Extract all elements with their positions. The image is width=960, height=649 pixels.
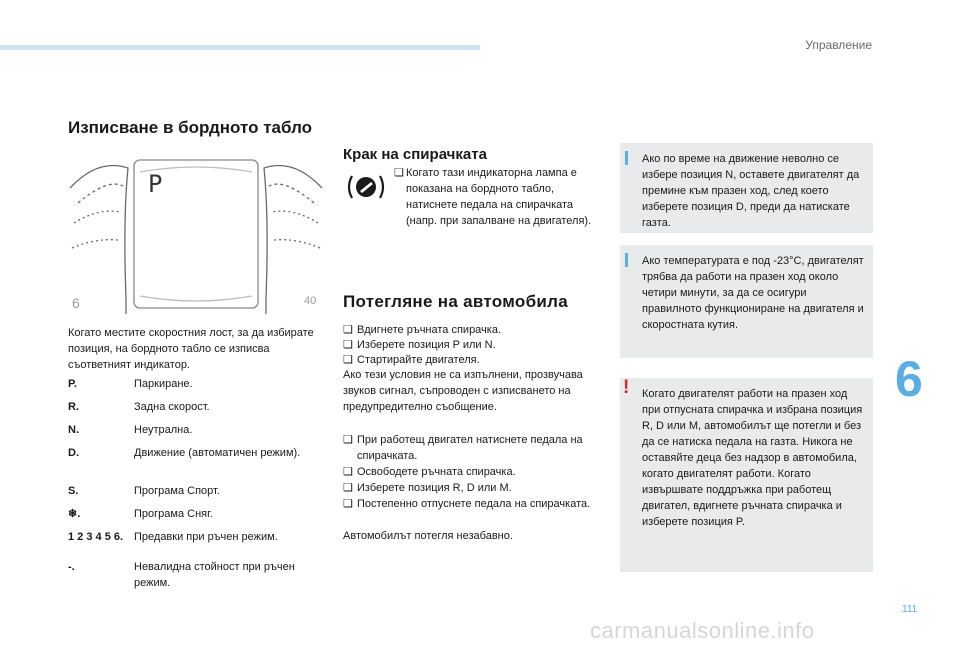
brake-instruction bbox=[394, 165, 601, 229]
definition-value: Задна скорост. bbox=[134, 401, 210, 413]
definition-value: Неутрална. bbox=[134, 424, 193, 436]
bullet-icon: ❏ bbox=[343, 354, 353, 366]
definition-value: Програма Сняг. bbox=[134, 508, 213, 520]
definition-key: D. bbox=[68, 447, 79, 459]
definition-key: N. bbox=[68, 424, 79, 436]
bullet-icon: ❏ bbox=[343, 434, 353, 446]
bullet-icon: ❏ bbox=[343, 466, 353, 478]
definition-key: -. bbox=[68, 561, 75, 573]
bullet-icon: ❏ bbox=[343, 498, 353, 510]
bullet-icon: ❏ bbox=[394, 167, 404, 179]
definition-key: R. bbox=[68, 401, 79, 413]
definition-key: 1 2 3 4 5 6. bbox=[68, 531, 124, 543]
definition-key: ❄. bbox=[68, 508, 81, 520]
instrument-cluster-illustration bbox=[68, 148, 324, 316]
definition-key: S. bbox=[68, 485, 79, 497]
warning-note: ! Когато двигателят работи на празен ход при отпусната спирачка и избрана позиция R, D или M, автомобилът ще потегли и без да се натиска педала на газта. Никога не оставяйте деца без надзор в автомобила, когато двигателят работи. Когато извършвате поддръжка при работещ двигател, вдигнете ръчната спирачка и изберете позиция P. bbox=[620, 378, 873, 572]
brake-instruction-text: Когато тази индикаторна лампа е показана на бордното табло, натиснете педала на спирачката (напр. при запалване на двигателя). bbox=[406, 167, 592, 227]
bullet-icon: ❏ bbox=[343, 324, 353, 336]
watermark: carmanualsonline.info bbox=[590, 618, 815, 643]
warning-icon: ! bbox=[623, 377, 630, 398]
info-note: Ако по време на движение неволно се избере позиция N, оставете двигателят да премине към празен ход, след което изберете позиция D, преди да натискате газта. bbox=[620, 143, 873, 233]
info-icon bbox=[625, 253, 628, 267]
intro-text: Когато местите скоростния лост, за да избирате позиция, на бордното табло се изписва съответният индикатор. bbox=[68, 327, 314, 371]
bullet-icon: ❏ bbox=[343, 339, 353, 351]
top-accent-bar bbox=[0, 45, 480, 50]
gear-indicator: P bbox=[148, 170, 163, 198]
definition-key: P. bbox=[68, 378, 77, 390]
section-header: Управление bbox=[805, 38, 872, 52]
definition-value: Движение (автоматичен режим). bbox=[134, 447, 301, 459]
definition-value: Паркиране. bbox=[134, 378, 193, 390]
right-gauge-tick: 40 bbox=[304, 295, 317, 307]
definition-value: Невалидна стойност при ръчен режим. bbox=[134, 561, 295, 589]
definition-value: Предавки при ръчен режим. bbox=[134, 531, 278, 543]
start-section-title: Потегляне на автомобила bbox=[343, 292, 569, 311]
info-icon bbox=[625, 151, 628, 165]
left-gauge-tick: 6 bbox=[72, 295, 80, 311]
page-number: 111 bbox=[902, 604, 918, 615]
page-title: Изписване в бордното табло bbox=[68, 118, 313, 137]
brake-section-title: Крак на спирачката bbox=[343, 146, 487, 163]
brake-foot-icon bbox=[344, 172, 388, 202]
definition-value: Програма Спорт. bbox=[134, 485, 220, 497]
bullet-icon: ❏ bbox=[343, 482, 353, 494]
info-note: Ако температурата е под -23°C, двигателят трябва да работи на празен ход около четири минути, за да се осигури правилното функциониране на двигателя и скоростната кутия. bbox=[620, 245, 873, 358]
chapter-number: 6 bbox=[895, 351, 923, 407]
